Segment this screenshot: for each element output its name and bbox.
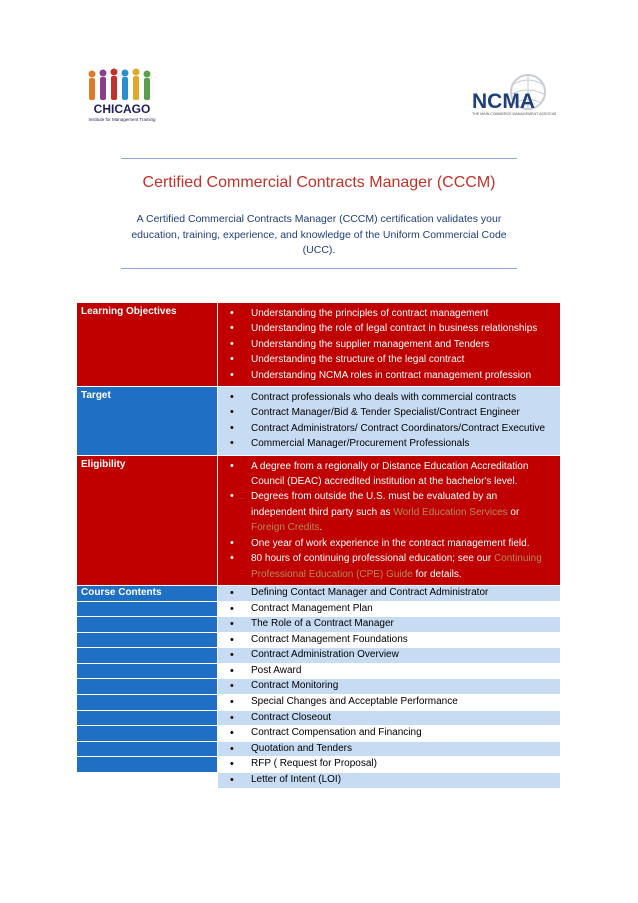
learning-objective-item: • Understanding the principles of contract management xyxy=(218,306,560,321)
foreign-credits-link[interactable]: Foreign Credits xyxy=(251,522,320,534)
eligibility-item: • One year of work experience in the contract management field. xyxy=(218,536,560,551)
ncma-logo xyxy=(470,74,556,122)
learning-objectives-values xyxy=(218,303,560,386)
eligibility-label: Eligibility xyxy=(77,456,218,585)
eligibility-text: for details. xyxy=(412,568,462,580)
course-content-row xyxy=(77,726,560,742)
course-content-item: • Defining Contact Manager and Contract Administrator xyxy=(218,586,560,601)
course-content-item: • Post Award xyxy=(218,664,560,679)
cpe-guide-link[interactable]: Continuing Professional Education (CPE) Guide xyxy=(251,553,542,580)
eligibility-item xyxy=(218,551,560,582)
course-content-item: • Special Changes and Acceptable Performance xyxy=(218,695,560,710)
divider-top xyxy=(121,158,517,159)
course-content-item: • Contract Closeout xyxy=(218,711,560,726)
chicago-logo-subtext: Institute for Management Training xyxy=(88,117,156,122)
course-contents-label-cell xyxy=(77,633,218,648)
course-content-row xyxy=(77,633,560,649)
course-content-row xyxy=(77,742,560,758)
eligibility-item xyxy=(218,489,560,535)
course-content-row xyxy=(77,648,560,664)
course-content-row xyxy=(77,617,560,633)
chicago-institute-logo xyxy=(76,68,168,126)
course-content-item: • Contract Management Plan xyxy=(218,602,560,617)
eligibility-text: or xyxy=(507,506,520,518)
course-content-item: • Quotation and Tenders xyxy=(218,742,560,757)
course-content-row xyxy=(77,602,560,618)
course-content-row xyxy=(77,664,560,680)
course-contents-label-cell xyxy=(77,773,218,788)
eligibility-item: • A degree from a regionally or Distance Education Accreditation Council (DEAC) accredited institution at the bachelor's level. xyxy=(218,459,560,490)
course-content-item: • The Role of a Contract Manager xyxy=(218,617,560,632)
course-content-item: • Contract Administration Overview xyxy=(218,648,560,663)
course-content-item: • Letter of Intent (LOI) xyxy=(218,773,560,788)
ncma-logo-text: NCMA xyxy=(472,90,535,113)
learning-objective-item: • Understanding the supplier management and Tenders xyxy=(218,337,560,352)
learning-objective-item: • Understanding the structure of the legal contract xyxy=(218,352,560,367)
course-contents-label-cell xyxy=(77,695,218,710)
course-contents-label-cell xyxy=(77,664,218,679)
learning-objectives-label: Learning Objectives xyxy=(77,303,218,386)
eligibility-values xyxy=(218,456,560,585)
ncma-logo-subtext: THE MAIN COMMERCE MANAGEMENT ASSOCIATION xyxy=(472,112,556,116)
learning-objective-item: • Understanding NCMA roles in contract management profession xyxy=(218,368,560,383)
document-description: A Certified Commercial Contracts Manager (CCCM) certification validates your education, training, experience, and knowledge of the Uniform Commercial Code (UCC). xyxy=(131,213,507,256)
course-contents-label: Course Contents xyxy=(77,586,218,601)
target-item: • Commercial Manager/Procurement Professionals xyxy=(218,436,560,451)
course-content-item: • RFP ( Request for Proposal) xyxy=(218,757,560,772)
eligibility-text: 80 hours of continuing professional education; see our xyxy=(251,553,494,565)
eligibility-text: Degrees from outside the U.S. must be evaluated by an independent third party such as xyxy=(251,491,498,518)
course-content-item: • Contract Management Foundations xyxy=(218,633,560,648)
course-content-row xyxy=(77,711,560,727)
target-item: • Contract professionals who deals with commercial contracts xyxy=(218,390,560,405)
target-item: • Contract Manager/Bid & Tender Specialist/Contract Engineer xyxy=(218,405,560,420)
learning-objectives-row xyxy=(77,303,560,387)
course-contents-label-cell xyxy=(77,617,218,632)
divider-bottom xyxy=(121,268,517,269)
course-contents-label-cell xyxy=(77,648,218,663)
course-contents-block xyxy=(77,586,560,789)
course-contents-label-cell xyxy=(77,602,218,617)
document-title: Certified Commercial Contracts Manager (CCCM) xyxy=(142,174,496,191)
course-contents-label-cell xyxy=(77,711,218,726)
learning-objective-item: • Understanding the role of legal contract in business relationships xyxy=(218,321,560,336)
target-row xyxy=(77,387,560,456)
chicago-logo-text: CHICAGO xyxy=(93,102,151,116)
course-content-item: • Contract Monitoring xyxy=(218,679,560,694)
course-content-row xyxy=(77,757,560,773)
course-info-table xyxy=(77,303,560,789)
course-content-row xyxy=(77,679,560,695)
course-content-row xyxy=(77,586,560,602)
eligibility-text: . xyxy=(319,522,323,534)
course-contents-label-cell xyxy=(77,742,218,757)
eligibility-row xyxy=(77,456,560,586)
course-content-row xyxy=(77,695,560,711)
target-label: Target xyxy=(77,387,218,455)
course-content-row xyxy=(77,773,560,789)
course-contents-label-cell xyxy=(77,757,218,772)
target-values xyxy=(218,387,560,455)
course-content-item: • Contract Compensation and Financing xyxy=(218,726,560,741)
target-item: • Contract Administrators/ Contract Coordinators/Contract Executive xyxy=(218,421,560,436)
world-education-services-link[interactable]: World Education Services xyxy=(393,506,508,518)
course-contents-label-cell xyxy=(77,679,218,694)
course-contents-label-cell xyxy=(77,726,218,741)
